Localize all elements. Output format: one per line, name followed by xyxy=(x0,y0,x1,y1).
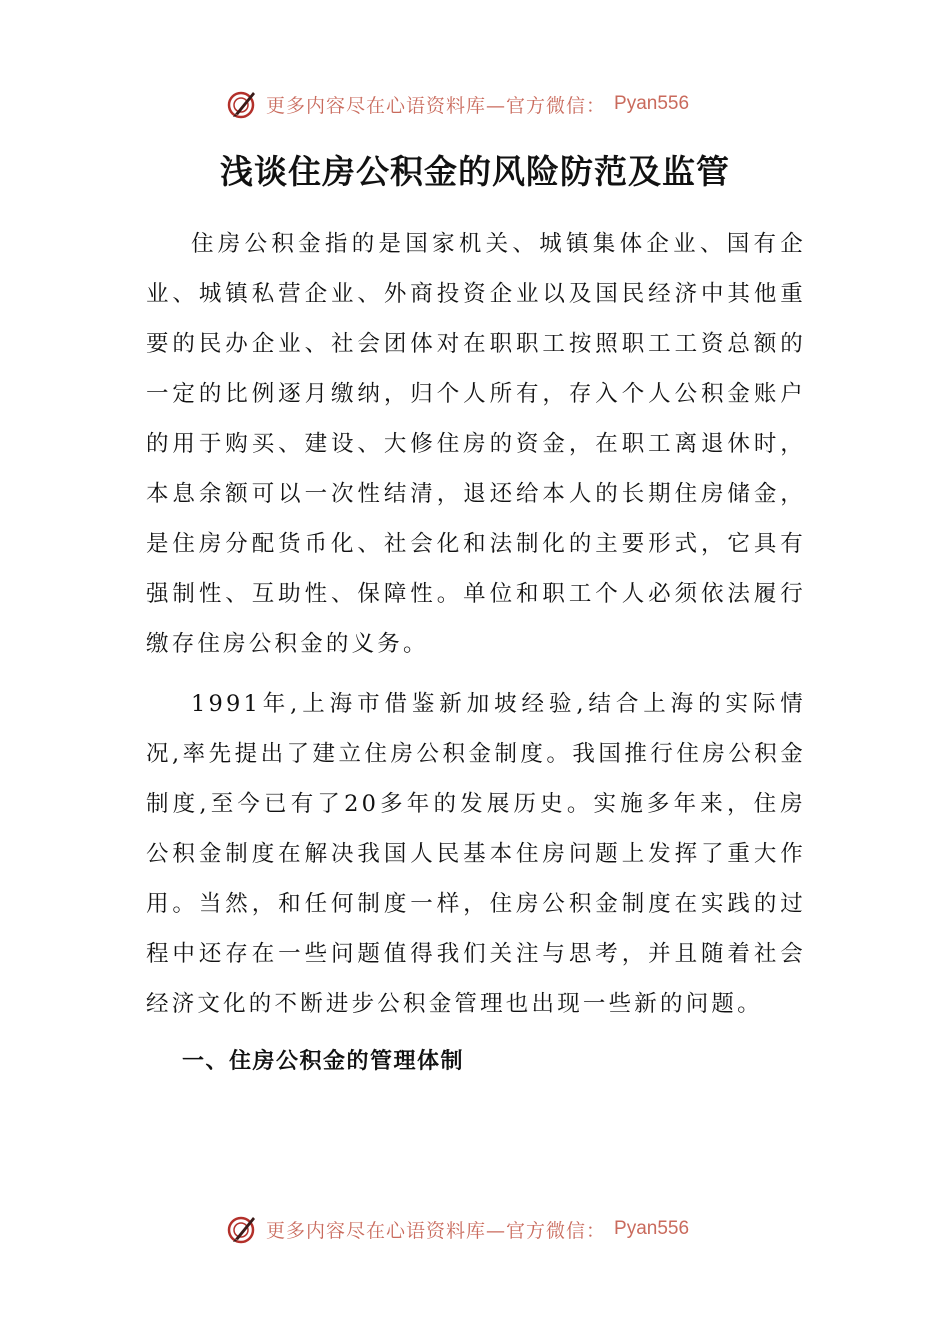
paragraph-2: 1991年,上海市借鉴新加坡经验,结合上海的实际情况,率先提出了建立住房公积金制度。我国推行住房公积金制度,至今已有了20多年的发展历史。实施多年来，住房公积金制度在解决我国人民基本住房问题上发挥了重大作用。当然，和任何制度一样，住房公积金制度在实践的过程中还存在一些问题值得我们关注与思考，并且随着社会经济文化的不断进步公积金管理也出现一些新的问题。 xyxy=(146,691,806,1017)
watermark-text: 更多内容尽在心语资料库—官方微信： xyxy=(266,94,607,117)
document-title: 浅谈住房公积金的风险防范及监管 xyxy=(220,152,730,191)
section-heading: 一、住房公积金的管理体制 xyxy=(182,1049,465,1074)
watermark-text: 更多内容尽在心语资料库—官方微信： xyxy=(266,1219,607,1242)
paragraph-1: 住房公积金指的是国家机关、城镇集体企业、国有企业、城镇私营企业、外商投资企业以及国民经济中其他重要的民办企业、社会团体对在职职工按照职工工资总额的一定的比例逐月缴纳，归个人所有，存入个人公积金账户的用于购买、建设、大修住房的资金，在职工离退休时，本息余额可以一次性结清，退还给本人的长期住房储金，是住房分配货币化、社会化和法制化的主要形式，它具有强制性、互助性、保障性。单位和职工个人必须依法履行缴存住房公积金的义务。 xyxy=(146,231,806,657)
pen-logo-icon xyxy=(226,1213,258,1245)
watermark-wechat-id: Pyan556 xyxy=(614,1218,690,1239)
watermark-footer xyxy=(226,1213,689,1245)
watermark-wechat-id: Pyan556 xyxy=(614,93,690,114)
pen-logo-icon xyxy=(226,88,258,120)
watermark-header xyxy=(226,88,689,120)
